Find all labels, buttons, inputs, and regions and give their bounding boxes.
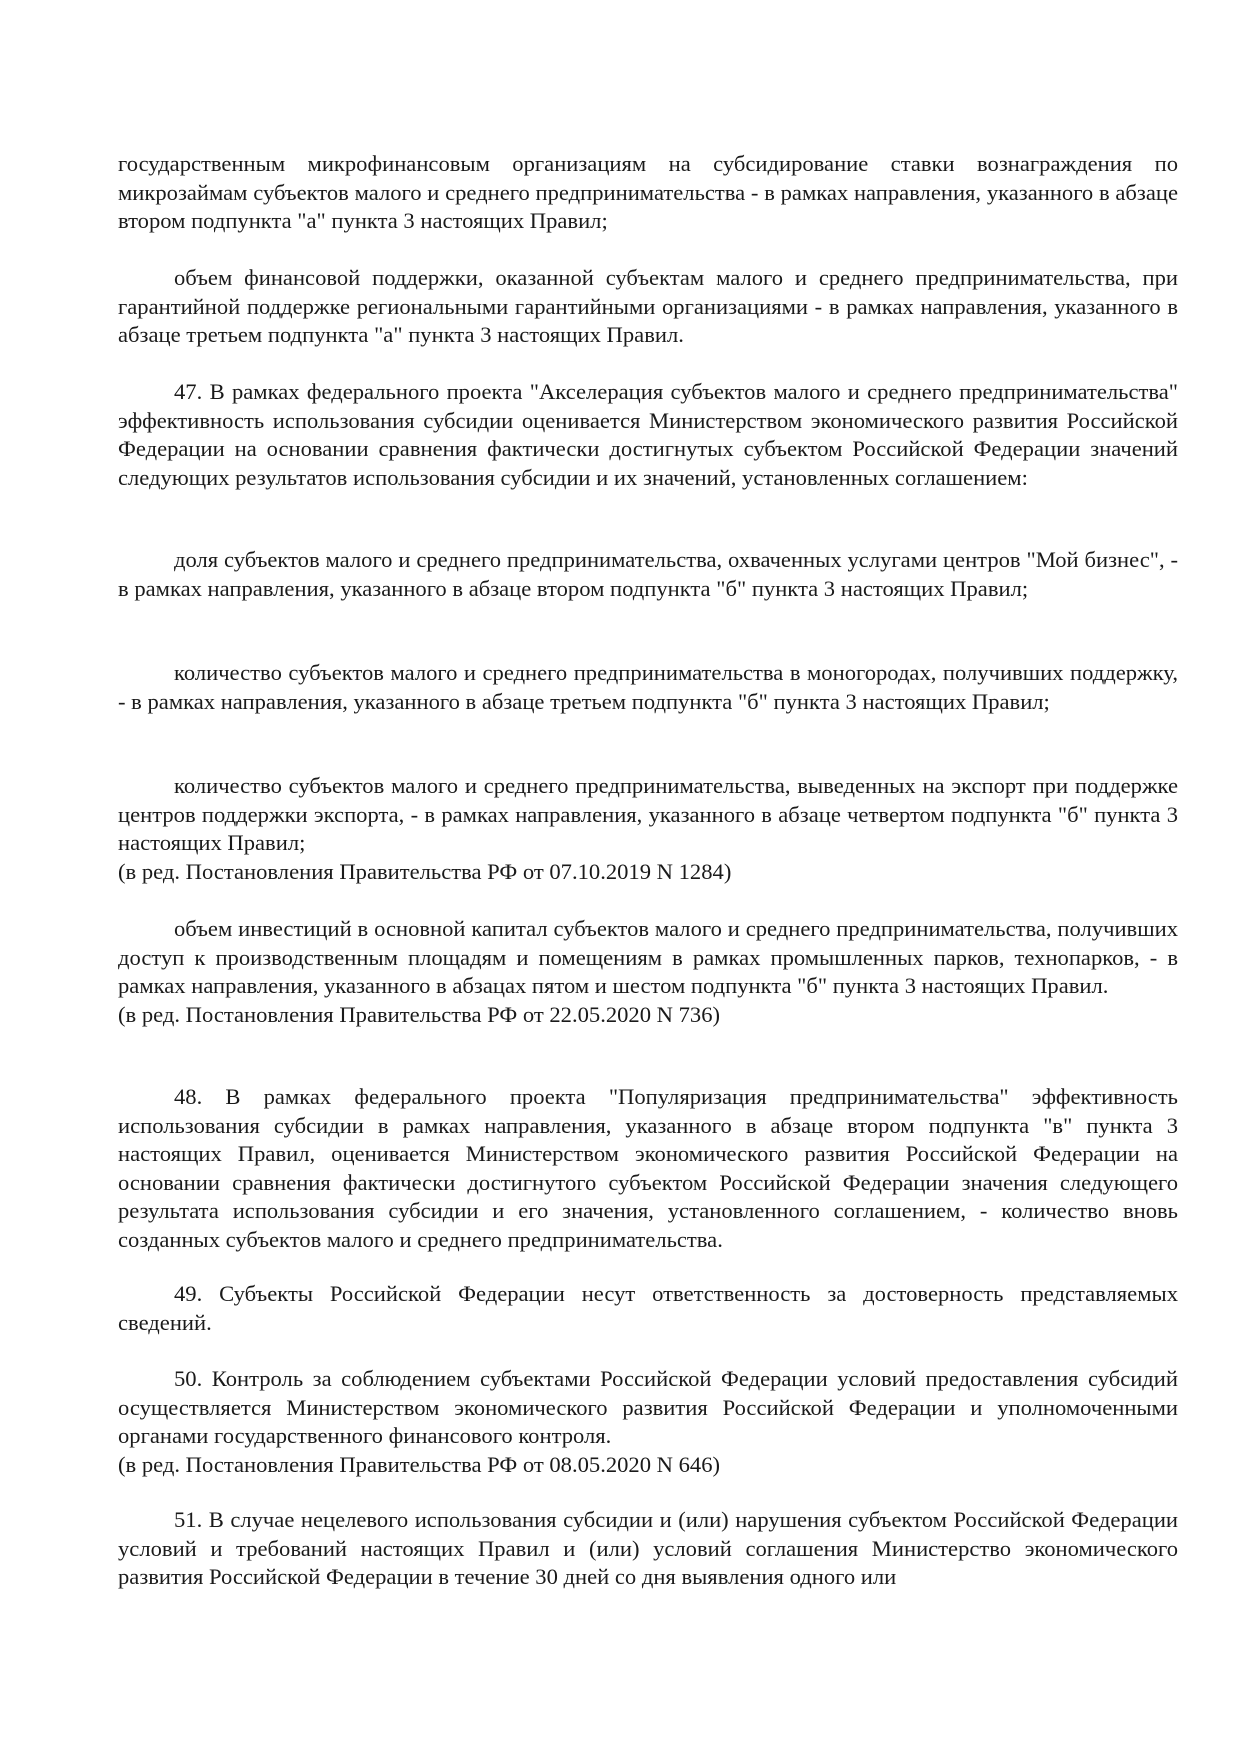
amendment-note: (в ред. Постановления Правительства РФ от 22.05.2020 N 736) xyxy=(118,1001,721,1027)
amendment-note: (в ред. Постановления Правительства РФ от 08.05.2020 N 646) xyxy=(118,1451,721,1477)
paragraph xyxy=(118,546,1178,603)
paragraph-51 xyxy=(118,1506,1178,1592)
paragraph-text: количество субъектов малого и среднего предпринимательства, выведенных на экспорт при поддержке центров поддержки экспорта, - в рамках направления, указанного в абзаце четвертом подпункта "б" пункта 3 настоящих Правил; xyxy=(118,773,1178,856)
paragraph-text: 48. В рамках федерального проекта "Популяризация предпринимательства" эффективность использования субсидии в рамках направления, указанного в абзаце втором подпункта "в" пункта 3 настоящих Правил, оценивается Министерством экономического развития Российской Федерации на основании сравнения фактически достигнутого субъектом Российской Федерации значения следующего результата использования субсидии и его значения, установленного соглашением, - количество вновь созданных субъектов малого и среднего предпринимательства. xyxy=(118,1084,1178,1252)
paragraph xyxy=(118,264,1178,350)
paragraph-text: доля субъектов малого и среднего предпринимательства, охваченных услугами центров "Мой бизнес", - в рамках направления, указанного в абзаце втором подпункта "б" пункта 3 настоящих Правил; xyxy=(118,547,1178,601)
paragraph-text: 49. Субъекты Российской Федерации несут ответственность за достоверность представляемых сведений. xyxy=(118,1281,1178,1335)
paragraph-49 xyxy=(118,1280,1178,1337)
amendment-note: (в ред. Постановления Правительства РФ от 07.10.2019 N 1284) xyxy=(118,858,732,884)
paragraph-text: количество субъектов малого и среднего предпринимательства в моногородах, получивших поддержку, - в рамках направления, указанного в абзаце третьем подпункта "б" пункта 3 настоящих Правил; xyxy=(118,660,1178,714)
paragraph-continuation xyxy=(118,150,1178,236)
paragraph-47 xyxy=(118,378,1178,492)
paragraph xyxy=(118,659,1178,716)
paragraph-text: 51. В случае нецелевого использования субсидии и (или) нарушения субъектом Российской Федерации условий и требований настоящих Правил и (или) условий соглашения Министерство экономического развития Российской Федерации в течение 30 дней со дня выявления одного или xyxy=(118,1507,1178,1590)
paragraph-text: государственным микрофинансовым организациям на субсидирование ставки вознаграждения по микрозаймам субъектов малого и среднего предпринимательства - в рамках направления, указанного в абзаце втором подпункта "а" пункта 3 настоящих Правил; xyxy=(118,151,1178,234)
paragraph-text: 50. Контроль за соблюдением субъектами Российской Федерации условий предоставления субсидий осуществляется Министерством экономического развития Российской Федерации и уполномоченными органами государственного финансового контроля. xyxy=(118,1366,1178,1449)
paragraph-text: объем инвестиций в основной капитал субъектов малого и среднего предпринимательства, получивших доступ к производственным площадям и помещениям в рамках промышленных парков, технопарков, - в рамках направления, указанного в абзацах пятом и шестом подпункта "б" пункта 3 настоящих Правил. xyxy=(118,916,1178,999)
paragraph-text: 47. В рамках федерального проекта "Акселерация субъектов малого и среднего предпринимательства" эффективность использования субсидии оценивается Министерством экономического развития Российской Федерации на основании сравнения фактически достигнутых субъектом Российской Федерации значений следующих результатов использования субсидии и их значений, установленных соглашением: xyxy=(118,379,1178,490)
paragraph xyxy=(118,915,1178,1029)
paragraph-text: объем финансовой поддержки, оказанной субъектам малого и среднего предпринимательства, при гарантийной поддержке региональными гарантийными организациями - в рамках направления, указанного в абзаце третьем подпункта "а" пункта 3 настоящих Правил. xyxy=(118,265,1178,348)
paragraph-50 xyxy=(118,1365,1178,1479)
paragraph xyxy=(118,772,1178,886)
paragraph-48 xyxy=(118,1083,1178,1255)
